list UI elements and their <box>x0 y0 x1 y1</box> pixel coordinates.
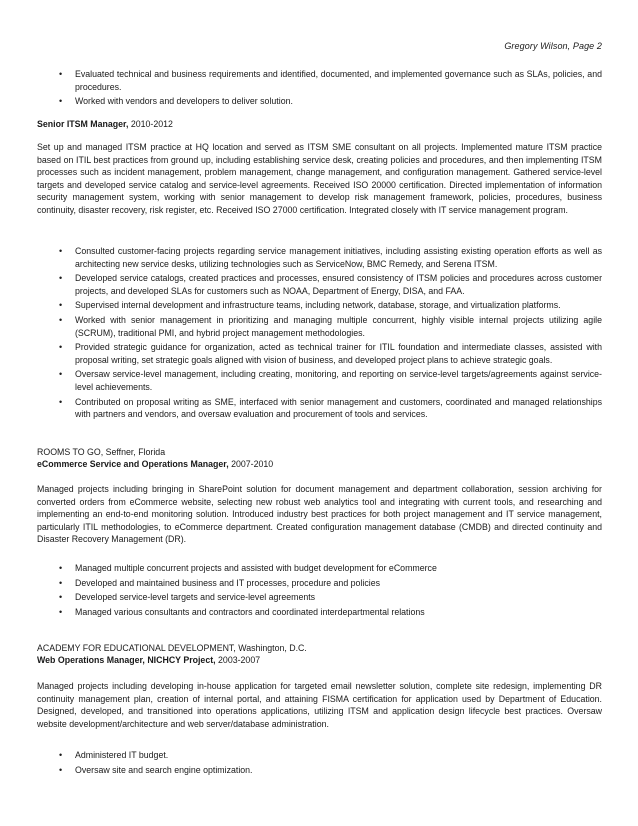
list-item: • Developed service-level targets and service-level agreements <box>59 592 316 603</box>
bullet-icon: • <box>59 246 63 256</box>
employer: ROOMS TO GO, Seffner, Florida <box>37 447 166 457</box>
bullet-icon: • <box>59 750 63 760</box>
list-item: • Oversaw site and search engine optimization. <box>59 764 253 775</box>
bullet-icon: • <box>59 592 63 603</box>
job-ecommerce-manager <box>37 446 602 470</box>
list-item: • Evaluated technical and business requirements and identified, documented, and implemented governance such as SLAs, policies, and procedures. <box>59 69 602 92</box>
job1-bullets <box>37 245 602 423</box>
job-title: Senior ITSM Manager, <box>37 119 129 129</box>
job-description: Managed projects including bringing in SharePoint solution for document management and department collaboration, session archiving for converted orders from eCommerce website, selecting new robust web analytics tool and integrating with current tools, and researching and implementing an end-to-end monitoring solution. Introduced industry best practices for both project management and IT service management, particularly ITIL methodologies, to eCommerce department. Created configuration management database (CMDB) and directed continuity and Disaster Recovery Management (DR). <box>37 484 602 545</box>
list-item: • Developed and maintained business and IT processes, procedure and policies <box>59 577 380 588</box>
list-item: • Supervised internal development and infrastructure teams, including network, database, storage, and virtualization platforms. <box>59 300 561 311</box>
bullet-icon: • <box>59 606 63 617</box>
job-dates: 2007-2010 <box>228 459 274 469</box>
bullet-icon: • <box>59 369 63 380</box>
job-senior-itsm-manager <box>37 118 602 130</box>
list-item: • Managed multiple concurrent projects and assisted with budget development for eCommerce <box>59 563 437 573</box>
bullet-icon: • <box>59 563 63 573</box>
job-dates: 2010-2012 <box>128 119 173 129</box>
job-description: Managed projects including developing in-house application for targeted email newsletter solution, complete site redesign, implementing DR continuity management plan, creation of internal portal, and attaining FISMA certification for application used by Department of Education. Designed, developed, and transitioned into operations applications, utilizing ITSM and application design lifecycle best practices. Oversaw website development/architecture and web server/database administration. <box>37 681 602 729</box>
bullet-icon: • <box>59 396 63 407</box>
bullet-icon: • <box>59 314 63 325</box>
job-title-line <box>37 118 602 130</box>
bullet-icon: • <box>59 342 63 353</box>
job-web-operations-manager <box>37 642 602 666</box>
list-item: • Developed service catalogs, created practices and processes, ensured consistency of ITSM policies and procedures across customer projects, and developed SLAs for customers such as NOAA, Department of Energy, DISA, and FAA. <box>59 273 602 296</box>
job-description: Set up and managed ITSM practice at HQ location and served as ITSM SME consultant on all projects. Implemented mature ITSM practice based on ITIL best practices from ground up, including establishing service desk, creating policies and procedures, and then implementing ITSM processes such as incident management, problem management, change management, and configuration management. Gathered service-level targets and developed service catalog and service-level agreements. Received ISO 20000 certification. Directed implementation of information security management system, working with senior management to develop risk management framework, policies, procedures, business continuity, disaster recovery, risk register, etc. Received ISO 27000 certification. Integrated closely with IT service management program. <box>37 142 602 215</box>
job3-description-block <box>37 680 602 730</box>
list-item: • Worked with senior management in prioritizing and managing multiple concurrent, highly visible internal projects utilizing agile (SCRUM), traditional PMI, and hybrid project management methodologies. <box>59 314 602 338</box>
page-header: Gregory Wilson, Page 2 <box>504 41 602 51</box>
job-dates: 2003-2007 <box>215 655 261 665</box>
list-item: • Managed various consultants and contractors and coordinated interdepartmental relations <box>59 606 425 617</box>
bullet-icon: • <box>59 96 63 107</box>
bullet-icon: • <box>59 300 63 311</box>
list-item: • Administered IT budget. <box>59 750 169 760</box>
job1-description-block <box>37 141 602 217</box>
job-title: eCommerce Service and Operations Manager, <box>37 459 229 469</box>
bullet-icon: • <box>59 764 63 775</box>
job-title: Web Operations Manager, NICHCY Project, <box>37 655 216 665</box>
bullet-icon: • <box>59 69 63 79</box>
list-item: • Provided strategic guidance for organization, acted as technical trainer for ITIL foundation and intermediate classes, assisted with proposal writing, set strategic goals aligned with vision of business, and developed project plans to achieve strategic goals. <box>59 342 602 365</box>
list-item: • Contributed on proposal writing as SME, interfaced with senior management and customers, coordinated and managed relationships with partners and vendors, and oversaw evaluation and procurement of tools and services. <box>59 396 602 420</box>
job2-description-block <box>37 483 602 546</box>
employer: ACADEMY FOR EDUCATIONAL DEVELOPMENT, Washington, D.C. <box>37 643 307 653</box>
job-title-line <box>37 458 602 470</box>
list-item: • Worked with vendors and developers to deliver solution. <box>59 96 293 107</box>
job3-bullets <box>37 749 602 778</box>
job-title-line <box>37 654 602 666</box>
prev-job-bullets <box>37 68 602 110</box>
list-item: • Oversaw service-level management, including creating, monitoring, and reporting on service-level targets/agreements against service-level achievements. <box>59 369 602 392</box>
bullet-icon: • <box>59 273 63 284</box>
job2-bullets <box>37 562 602 620</box>
list-item: • Consulted customer-facing projects regarding service management initiatives, including assisting existing operation efforts as well as architecting new service desks, utilizing technologies such as ServiceNow, BMC Remedy, and Serena ITSM. <box>59 246 602 269</box>
bullet-icon: • <box>59 577 63 588</box>
